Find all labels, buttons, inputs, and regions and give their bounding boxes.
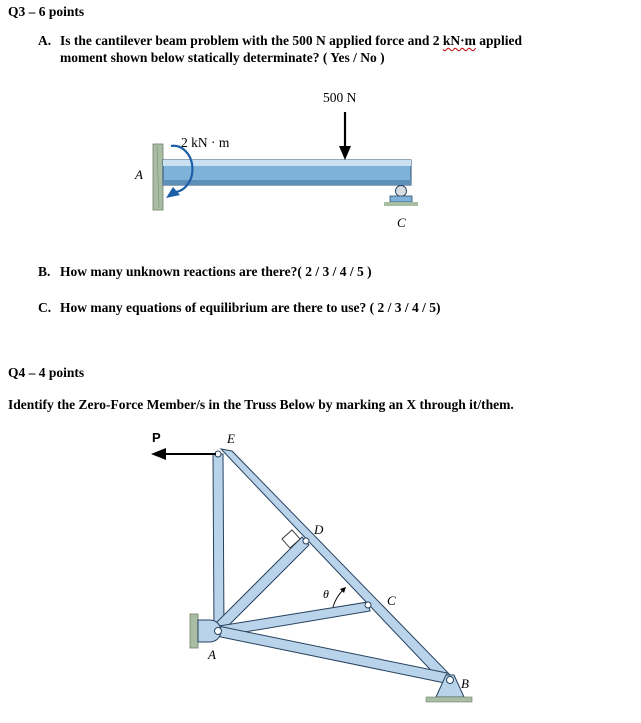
member-eb: [221, 449, 455, 684]
q4-instruction: Identify the Zero-Force Member/s in the Truss Below by marking an X through it/them.: [8, 397, 514, 412]
q3-part-b-text: How many unknown reactions are there?( 2 / 3 / 4 / 5 ): [60, 264, 372, 279]
q3-part-c-text: How many equations of equilibrium are there to use? ( 2 / 3 / 4 / 5): [60, 300, 441, 315]
angle-arc: [333, 590, 343, 607]
spellcheck-flagged-word: kN·m: [442, 33, 476, 48]
force-label: 500 N: [323, 90, 357, 105]
member-ae: [213, 454, 224, 634]
joint-b-pin: [447, 677, 454, 684]
joint-a-label: A: [208, 647, 216, 662]
support-a-wall: [190, 614, 198, 648]
member-ab: [216, 626, 447, 683]
joint-e-label: E: [227, 431, 235, 446]
joint-a-pin: [215, 628, 222, 635]
support-b-ground: [426, 697, 472, 702]
q3-heading: Q3 – 6 points: [8, 4, 85, 19]
q3-part-a-line1-post: applied: [475, 33, 523, 48]
joint-c-pin: [365, 602, 371, 608]
q4-heading: Q4 – 4 points: [8, 365, 85, 380]
load-p-arrowhead: [151, 448, 166, 460]
joint-c-label: C: [387, 593, 396, 608]
point-c-label: C: [397, 215, 406, 230]
q3-part-b-label: B.: [38, 264, 51, 279]
q3-part-a-label: A.: [38, 33, 52, 48]
angle-theta-label: θ: [323, 587, 329, 601]
load-p-label: P: [152, 430, 161, 445]
joint-d-label: D: [314, 522, 324, 537]
q3-part-a-line2: moment shown below statically determinate? ( Yes / No ): [60, 50, 385, 65]
moment-label: 2 kN · m: [181, 135, 230, 150]
point-a-label: A: [135, 167, 143, 182]
joint-b-label: B: [461, 676, 469, 691]
q3-part-c-label: C.: [38, 300, 52, 315]
q3-part-a-line1-pre: Is the cantilever beam problem with the 500 N applied force and 2: [60, 33, 443, 48]
joint-d-pin: [303, 538, 309, 544]
